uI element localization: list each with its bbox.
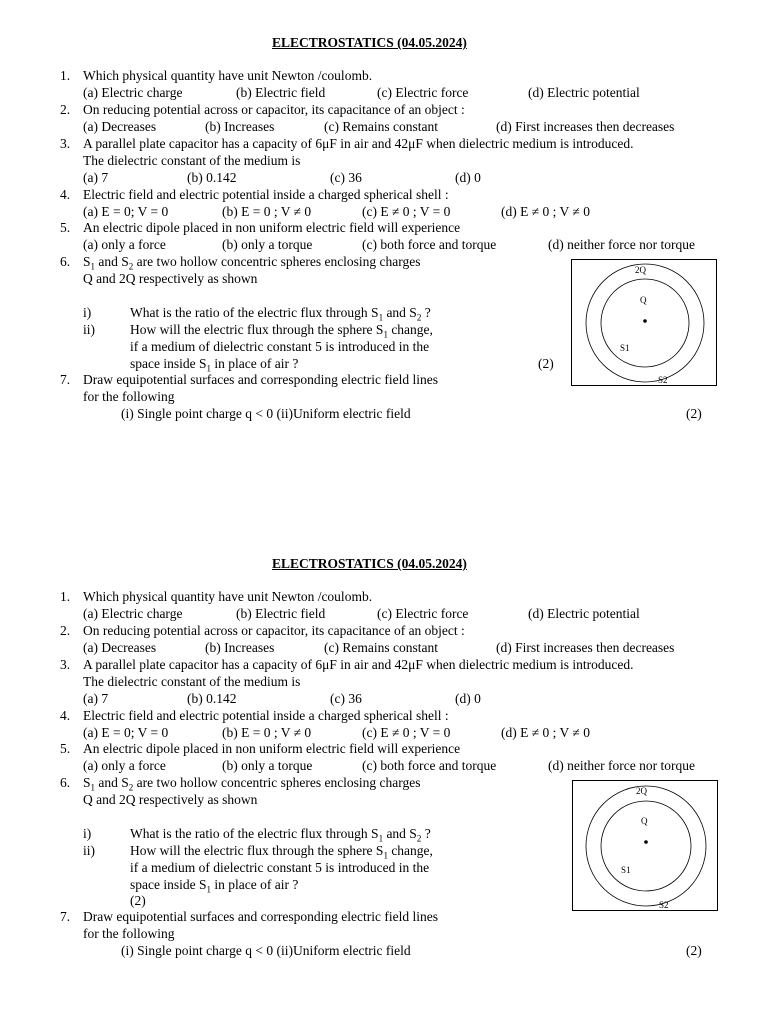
- q7-marks: (2): [686, 406, 702, 421]
- q1-text: Which physical quantity have unit Newton /coulomb.: [83, 589, 373, 604]
- q2-option-d: (d) First increases then decreases: [496, 640, 675, 655]
- concentric-spheres-diagram: [573, 781, 719, 912]
- q4-option-b: (b) E = 0 ; V ≠ 0: [222, 725, 312, 740]
- q4-option-c: (c) E ≠ 0 ; V = 0: [362, 725, 451, 740]
- q5-number: 5.: [60, 741, 71, 756]
- q2-option-a: (a) Decreases: [83, 640, 157, 655]
- q5-option-d: (d) neither force nor torque: [548, 758, 695, 773]
- q3-option-b: (b) 0.142: [187, 170, 237, 185]
- q6-ii-text: How will the electric flux through the sphere $S_1$ change,: [130, 843, 433, 861]
- q3-text-line2: The dielectric constant of the medium is: [83, 674, 301, 689]
- q2-number: 2.: [60, 623, 71, 638]
- sheet-title: ELECTROSTATICS (04.05.2024): [272, 35, 467, 50]
- q5-option-b: (b) only a torque: [222, 758, 313, 773]
- q4-option-d: (d) E ≠ 0 ; V ≠ 0: [501, 204, 590, 219]
- q5-option-a: (a) only a force: [83, 758, 166, 773]
- q5-option-a: (a) only a force: [83, 237, 166, 252]
- q1-option-a: (a) Electric charge: [83, 606, 183, 621]
- q6-marks: (2): [538, 356, 554, 371]
- q6-i-text: What is the ratio of the electric flux through $S_1$ and $S_2$ ?: [130, 305, 431, 323]
- q6-i-text: What is the ratio of the electric flux through $S_1$ and $S_2$ ?: [130, 826, 431, 844]
- q1-option-c: (c) Electric force: [377, 606, 469, 621]
- q3-option-d: (d) 0: [455, 170, 481, 185]
- s2-label: S2: [658, 375, 668, 385]
- sheet-title: ELECTROSTATICS (04.05.2024): [272, 556, 467, 571]
- q4-number: 4.: [60, 708, 71, 723]
- q2-text: On reducing potential across or capacitor, its capacitance of an object :: [83, 623, 465, 638]
- question-sheet-1: [0, 0, 768, 500]
- q6-text: $S_1$ and $S_2$ are two hollow concentric spheres enclosing charges: [83, 775, 421, 793]
- q7-marks: (2): [686, 943, 702, 958]
- outer-sphere-s2: [586, 786, 706, 906]
- inner-sphere-s1: [601, 279, 689, 367]
- q7-number: 7.: [60, 909, 71, 924]
- q3-option-d: (d) 0: [455, 691, 481, 706]
- q6-marks: (2): [130, 893, 146, 908]
- q2-option-a: (a) Decreases: [83, 119, 157, 134]
- q3-option-c: (c) 36: [330, 691, 362, 706]
- q1-option-d: (d) Electric potential: [528, 85, 640, 100]
- q1-option-b: (b) Electric field: [236, 606, 326, 621]
- q3-option-b: (b) 0.142: [187, 691, 237, 706]
- q6-ii-text-line3: space inside $S_1$ in place of air ?: [130, 356, 299, 374]
- q6-text-line2: Q and 2Q respectively as shown: [83, 271, 258, 286]
- q6-number: 6.: [60, 254, 71, 269]
- outer-sphere-s2: [586, 264, 704, 382]
- q5-option-d: (d) neither force nor torque: [548, 237, 695, 252]
- concentric-spheres-figure: [571, 259, 717, 386]
- q6-ii-text: How will the electric flux through the sphere $S_1$ change,: [130, 322, 433, 340]
- inner-charge-label: Q: [641, 816, 648, 826]
- q6-ii-text-line3: space inside $S_1$ in place of air ?: [130, 877, 299, 895]
- s1-label: S1: [620, 343, 630, 353]
- q4-option-b: (b) E = 0 ; V ≠ 0: [222, 204, 312, 219]
- q1-text: Which physical quantity have unit Newton /coulomb.: [83, 68, 373, 83]
- q2-text: On reducing potential across or capacitor, its capacitance of an object :: [83, 102, 465, 117]
- q6-i-number: i): [83, 826, 92, 841]
- q5-option-b: (b) only a torque: [222, 237, 313, 252]
- outer-charge-label: 2Q: [635, 265, 646, 275]
- q1-option-d: (d) Electric potential: [528, 606, 640, 621]
- s2-label: S2: [659, 900, 669, 910]
- q6-ii-text-line2: if a medium of dielectric constant 5 is introduced in the: [130, 339, 430, 354]
- q1-option-c: (c) Electric force: [377, 85, 469, 100]
- q3-number: 3.: [60, 657, 71, 672]
- q5-option-c: (c) both force and torque: [362, 237, 497, 252]
- q6-number: 6.: [60, 775, 71, 790]
- q6-text-line2: Q and 2Q respectively as shown: [83, 792, 258, 807]
- q4-text: Electric field and electric potential inside a charged spherical shell :: [83, 708, 449, 723]
- q4-option-d: (d) E ≠ 0 ; V ≠ 0: [501, 725, 590, 740]
- q3-number: 3.: [60, 136, 71, 151]
- q1-option-b: (b) Electric field: [236, 85, 326, 100]
- q3-text-line2: The dielectric constant of the medium is: [83, 153, 301, 168]
- q4-option-c: (c) E ≠ 0 ; V = 0: [362, 204, 451, 219]
- q3-option-c: (c) 36: [330, 170, 362, 185]
- q5-number: 5.: [60, 220, 71, 235]
- q6-text: $S_1$ and $S_2$ are two hollow concentric spheres enclosing charges: [83, 254, 421, 272]
- q7-text-line2: for the following: [83, 389, 175, 404]
- point-charge: [644, 840, 648, 844]
- q3-text: A parallel plate capacitor has a capacity of 6μF in air and 42μF when dielectric medium is introduced.: [83, 136, 634, 151]
- q6-i-number: i): [83, 305, 92, 320]
- q4-option-a: (a) E = 0; V = 0: [83, 204, 169, 219]
- q2-option-b: (b) Increases: [205, 119, 275, 134]
- q5-text: An electric dipole placed in non uniform electric field will experience: [83, 741, 461, 756]
- concentric-spheres-diagram: [572, 260, 718, 387]
- concentric-spheres-figure: [572, 780, 718, 911]
- q6-ii-number: ii): [83, 322, 95, 337]
- q1-option-a: (a) Electric charge: [83, 85, 183, 100]
- point-charge: [643, 319, 647, 323]
- inner-sphere-s1: [601, 801, 691, 891]
- q6-ii-text-line2: if a medium of dielectric constant 5 is introduced in the: [130, 860, 430, 875]
- outer-charge-label: 2Q: [636, 786, 647, 796]
- q2-option-c: (c) Remains constant: [324, 119, 438, 134]
- inner-charge-label: Q: [640, 295, 647, 305]
- q3-option-a: (a) 7: [83, 170, 109, 185]
- q7-text: Draw equipotential surfaces and corresponding electric field lines: [83, 372, 438, 387]
- q2-number: 2.: [60, 102, 71, 117]
- q2-option-d: (d) First increases then decreases: [496, 119, 675, 134]
- q3-option-a: (a) 7: [83, 691, 109, 706]
- q7-text: Draw equipotential surfaces and corresponding electric field lines: [83, 909, 438, 924]
- q6-ii-number: ii): [83, 843, 95, 858]
- q1-number: 1.: [60, 589, 71, 604]
- q7-text-line3: (i) Single point charge q < 0 (ii)Uniform electric field: [121, 943, 411, 958]
- q3-text: A parallel plate capacitor has a capacity of 6μF in air and 42μF when dielectric medium is introduced.: [83, 657, 634, 672]
- q7-text-line3: (i) Single point charge q < 0 (ii)Uniform electric field: [121, 406, 411, 421]
- q1-number: 1.: [60, 68, 71, 83]
- q5-option-c: (c) both force and torque: [362, 758, 497, 773]
- question-sheet-2: [0, 521, 768, 1021]
- q5-text: An electric dipole placed in non uniform electric field will experience: [83, 220, 461, 235]
- q2-option-c: (c) Remains constant: [324, 640, 438, 655]
- q7-text-line2: for the following: [83, 926, 175, 941]
- q4-option-a: (a) E = 0; V = 0: [83, 725, 169, 740]
- s1-label: S1: [621, 865, 631, 875]
- q4-number: 4.: [60, 187, 71, 202]
- q7-number: 7.: [60, 372, 71, 387]
- q2-option-b: (b) Increases: [205, 640, 275, 655]
- q4-text: Electric field and electric potential inside a charged spherical shell :: [83, 187, 449, 202]
